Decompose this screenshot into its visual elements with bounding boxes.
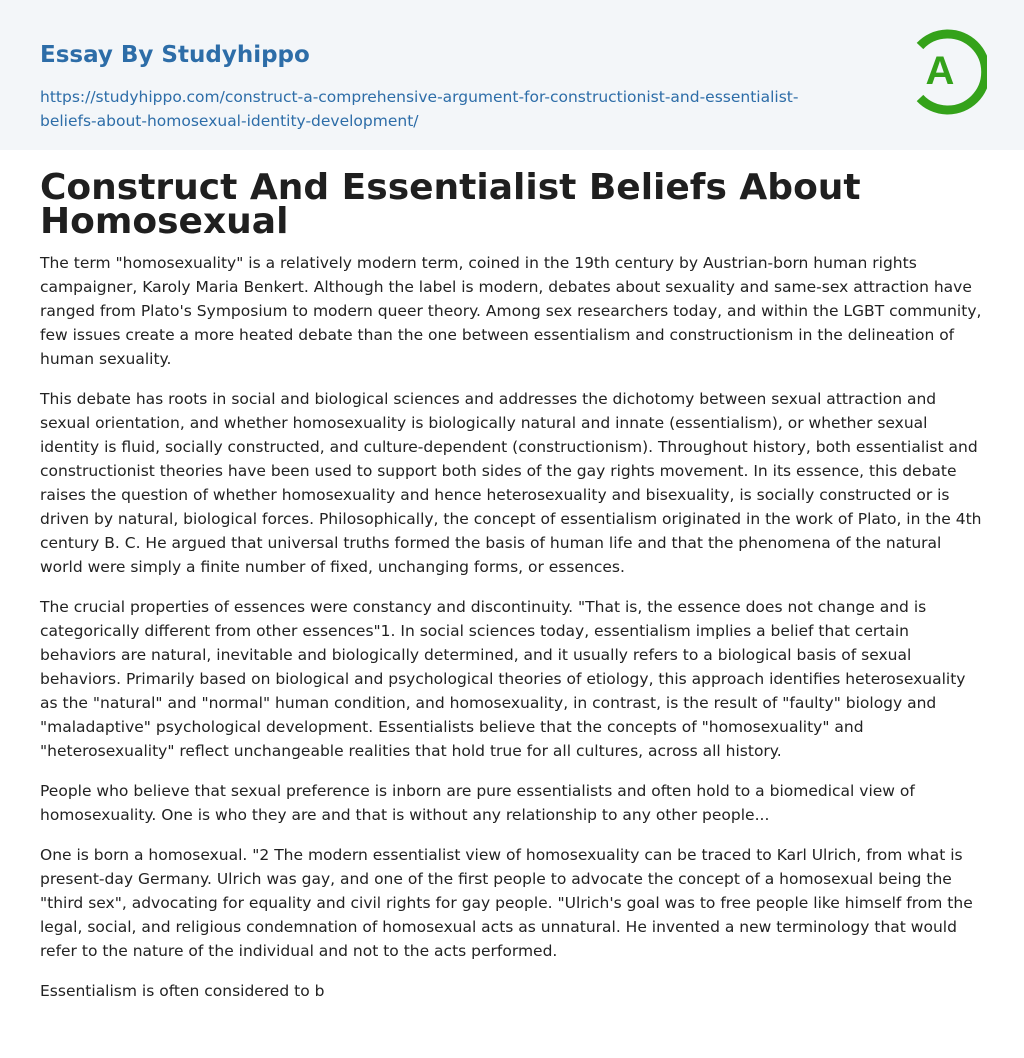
essay-paragraph: This debate has roots in social and biological sciences and addresses the dichotomy between sexual attraction and sexual orientation, and whether homosexuality is biologically natural and innate (essentialism), or whether sexual identity is fluid, socially constructed, and culture-dependent (constructionism). Throughout history, both essentialist and constructionist theories have been used to support both sides of the gay rights movement. In its essence, this debate raises the question of whether homosexuality and hence heterosexuality and bisexuality, is socially constructed or is driven by natural, biological forces. Philosophically, the concept of essentialism originated in the work of Plato, in the 4th century B. C. He argued that universal truths formed the basis of human life and that the phenomena of the natural world were simply a finite number of fixed, unchanging forms, or essences.	[40, 390, 982, 576]
essay-paragraph: One is born a homosexual. "2 The modern essentialist view of homosexuality can be traced to Karl Ulrich, from what is present-day Germany. Ulrich was gay, and one of the first people to advocate the concept of a homosexual being the "third sex", advocating for equality and civil rights for gay people. "Ulrich's goal was to free people like himself from the legal, social, and religious condemnation of homosexual acts as unnatural. He invented a new terminology that would refer to the nature of the individual and not to the acts performed.	[40, 846, 973, 960]
essay-paragraph: Essentialism is often considered to b	[40, 982, 325, 1000]
essay-title: Construct And Essentialist Beliefs About Homosexual	[40, 167, 861, 242]
page-header	[0, 0, 1024, 150]
source-url-link[interactable]: https://studyhippo.com/construct-a-comprehensive-argument-for-constructionist-and-essentialist-beliefs-about-homosexual-identity-development/	[40, 88, 799, 130]
essay-paragraph: People who believe that sexual preference is inborn are pure essentialists and often hold to a biomedical view of homosexuality. One is who they are and that is without any relationship to any other people...	[40, 782, 915, 824]
essay-paragraph: The crucial properties of essences were constancy and discontinuity. "That is, the essence does not change and is categorically different from other essences"1. In social sciences today, essentialism implies a belief that certain behaviors are natural, inevitable and biologically determined, and it usually refers to a biological basis of sexual behaviors. Primarily based on biological and psychological theories of etiology, this approach identifies heterosexuality as the "natural" and "normal" human condition, and homosexuality, in contrast, is the result of "faulty" biology and "maladaptive" psychological development. Essentialists believe that the concepts of "homosexuality" and "heterosexuality" reflect unchangeable realities that hold true for all cultures, across all history.	[40, 598, 966, 760]
essay-paragraph: The term "homosexuality" is a relatively modern term, coined in the 19th century by Austrian-born human rights campaigner, Karoly Maria Benkert. Although the label is modern, debates about sexuality and same-sex attraction have ranged from Plato's Symposium to modern queer theory. Among sex researchers today, and within the LGBT community, few issues create a more heated debate than the one between essentialism and constructionism in the delineation of human sexuality.	[40, 254, 982, 368]
essay-content	[0, 150, 1024, 1003]
logo-letter: A	[925, 49, 955, 93]
studyhippo-logo-icon[interactable]	[911, 28, 987, 116]
site-brand[interactable]: Essay By Studyhippo	[40, 42, 310, 68]
